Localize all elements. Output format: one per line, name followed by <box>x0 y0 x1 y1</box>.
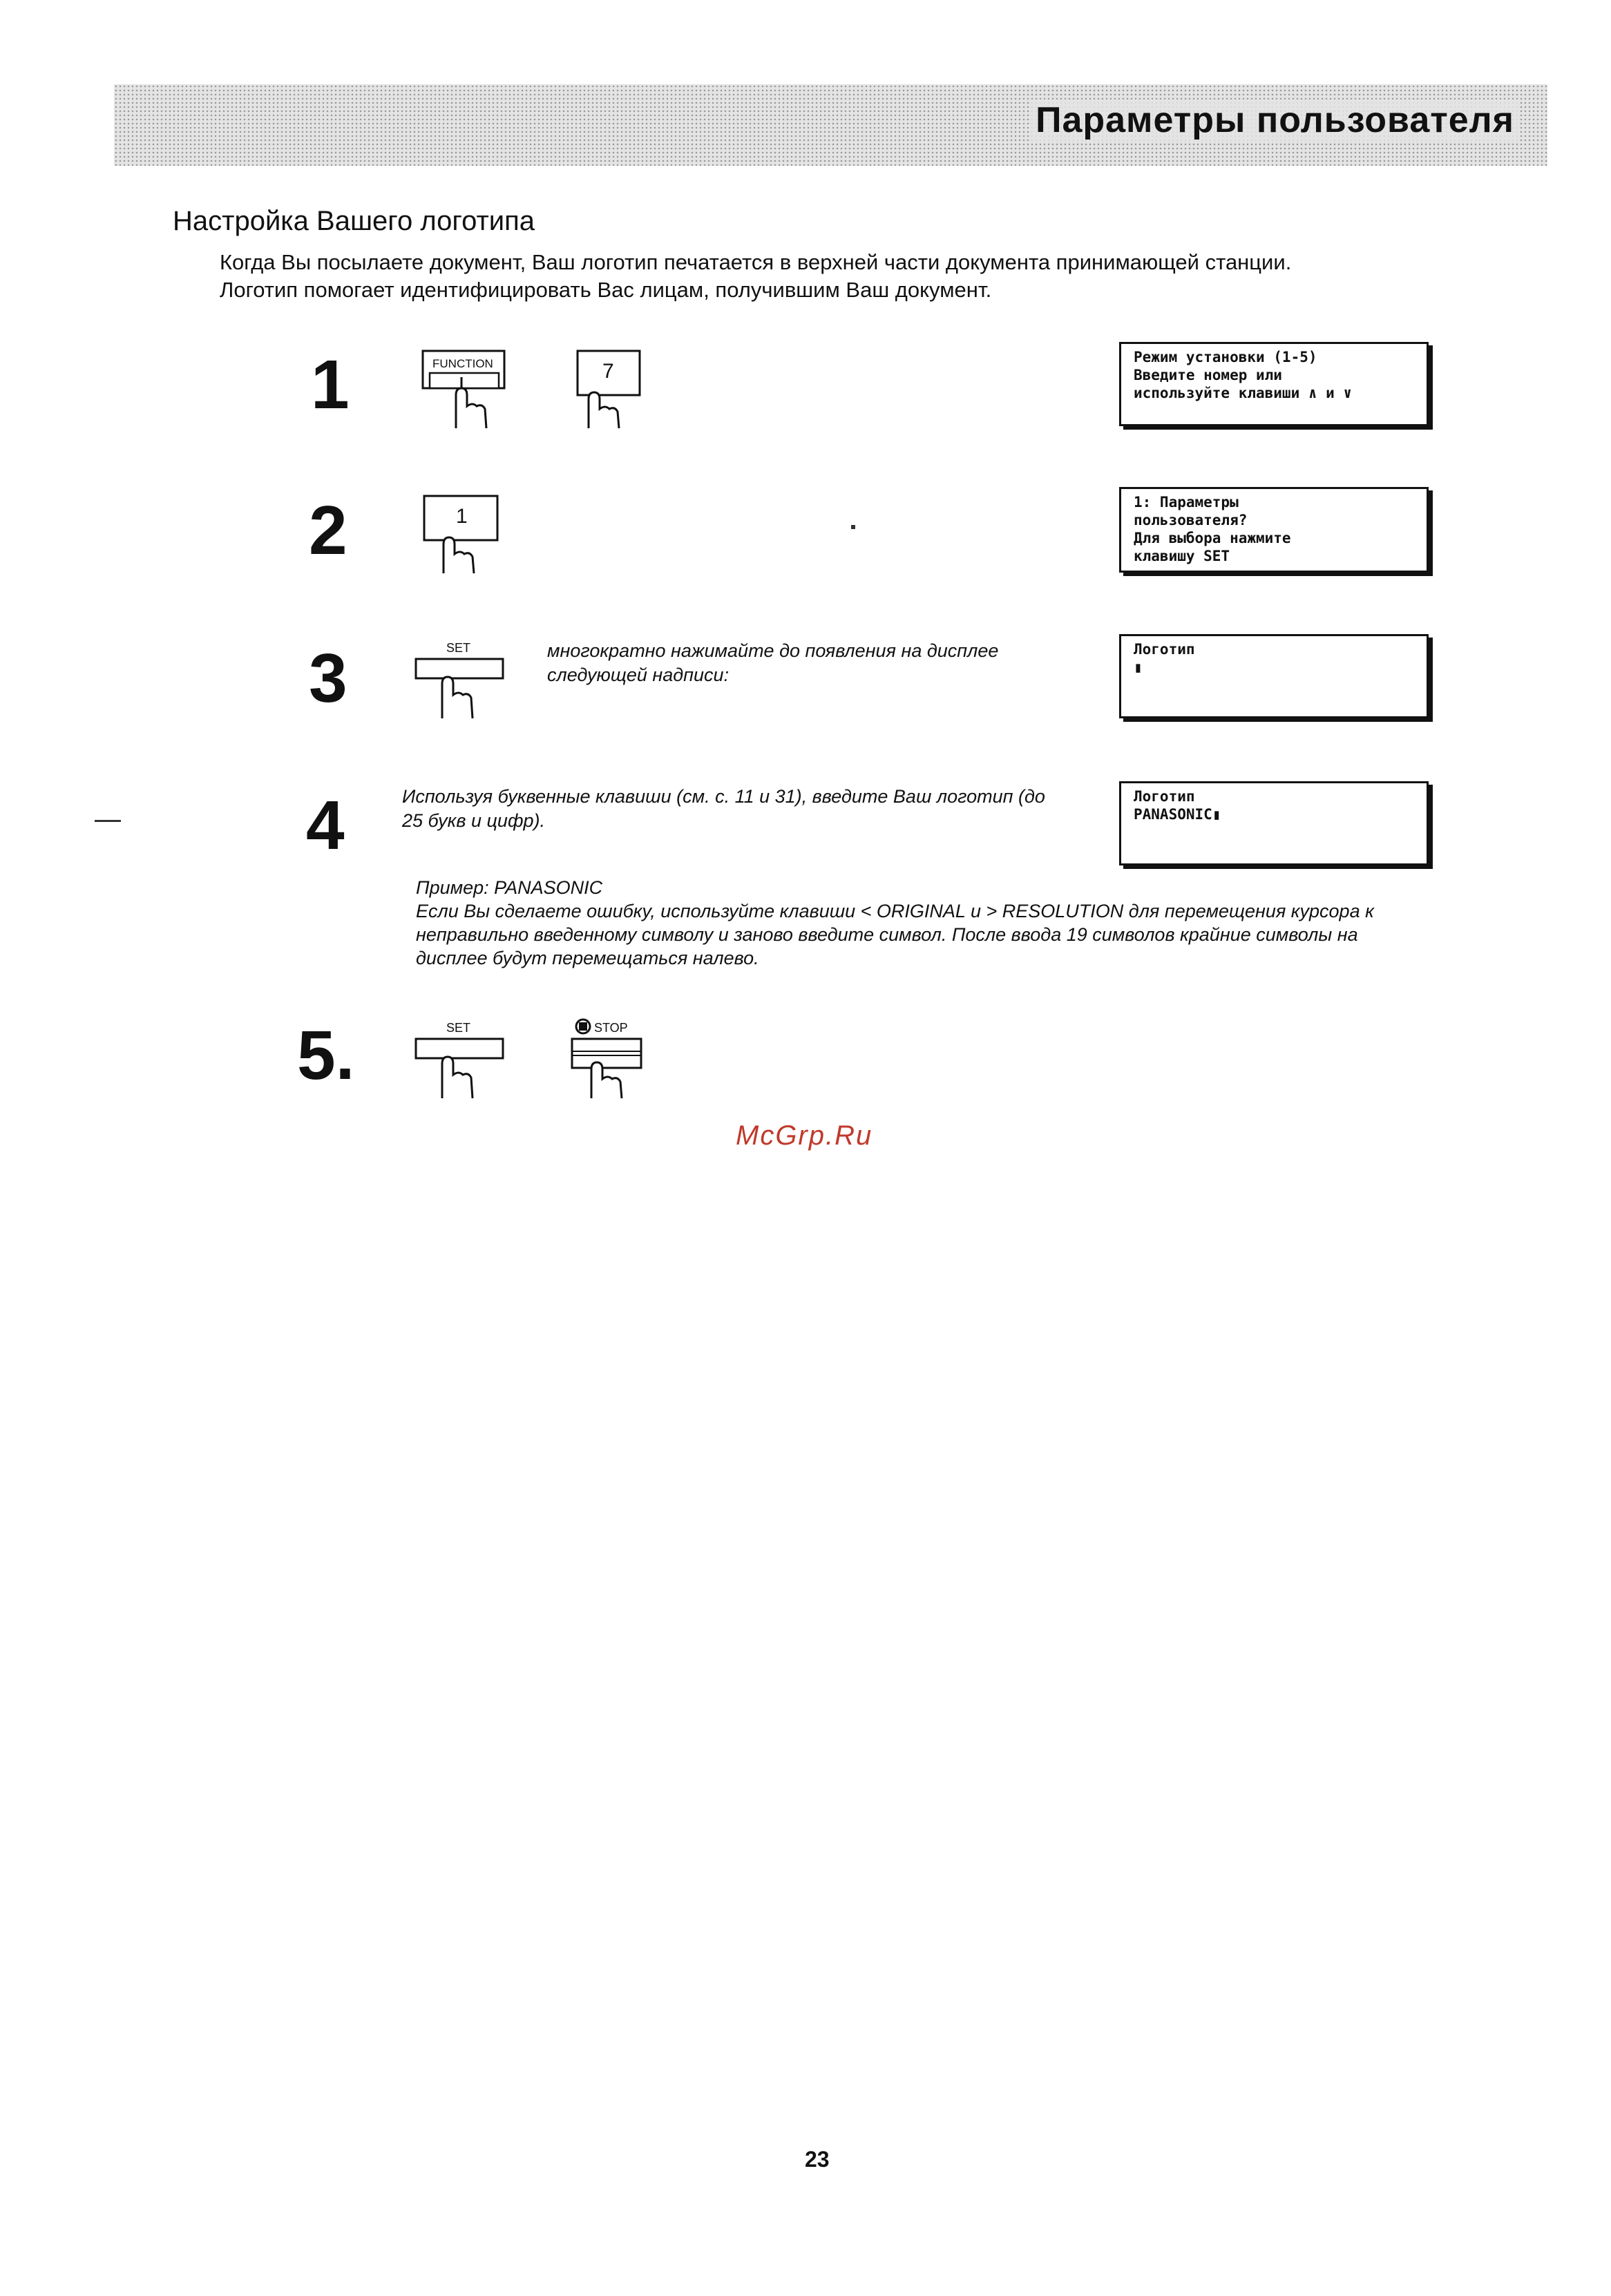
lcd-line: Для выбора нажмите <box>1134 530 1291 546</box>
lcd-line: Логотип <box>1134 641 1195 658</box>
lcd-line: PANASONIC▮ <box>1134 806 1221 823</box>
seven-key-label: 7 <box>602 360 614 383</box>
step-4-number: 4 <box>306 787 345 864</box>
one-key-icon <box>420 492 503 575</box>
lcd-line: 1: Параметры <box>1134 494 1239 510</box>
step-4-note <box>402 785 1045 833</box>
scan-speck <box>851 525 855 529</box>
lcd-line: Логотип <box>1134 788 1195 805</box>
lcd-line: клавишу SET <box>1134 548 1230 564</box>
note-line: Используя буквенные клавиши (см. с. 11 и 31), введите Ваш логотип (до <box>402 786 1045 807</box>
note-line: многократно нажимайте до появления на дисплее <box>547 640 999 661</box>
one-key-label: 1 <box>456 505 468 528</box>
step-3-number: 3 <box>309 640 347 717</box>
lcd-line: используйте клавиши ∧ и ∨ <box>1134 385 1353 401</box>
lcd-display-step-3 <box>1119 634 1429 718</box>
example-block <box>416 876 1494 970</box>
page-title: Параметры пользователя <box>1031 99 1518 141</box>
lcd-display-step-2 <box>1119 487 1429 573</box>
lcd-cursor: ▮ <box>1134 659 1143 676</box>
intro-line-1: Когда Вы посылаете документ, Ваш логотип печатается в верхней части документа принимающей станции. <box>220 250 1292 274</box>
page-number: 23 <box>805 2147 830 2172</box>
note-line: 25 букв и цифр). <box>402 810 546 831</box>
set-key-label: SET <box>446 1021 471 1035</box>
scan-speck <box>95 820 121 822</box>
example-line-2: неправильно введенному символу и заново введите символ. После ввода 19 символов крайние символы на <box>416 924 1358 945</box>
function-key-icon <box>420 347 510 430</box>
step-3-note <box>547 639 998 687</box>
example-line-1: Если Вы сделаете ошибку, используйте клавиши < ORIGINAL и > RESOLUTION для перемещения курсора к <box>416 901 1374 921</box>
section-title: Настройка Вашего логотипа <box>173 206 535 236</box>
step-2-number: 2 <box>309 492 347 569</box>
header-band <box>114 84 1547 166</box>
watermark: McGrp.Ru <box>736 1120 873 1151</box>
set-key-icon <box>413 637 510 720</box>
example-line-3: дисплее будут перемещаться налево. <box>416 948 759 968</box>
lcd-display-step-4 <box>1119 781 1429 865</box>
intro-line-2: Логотип помогает идентифицировать Вас лицам, получившим Ваш документ. <box>220 278 992 302</box>
stop-key-icon <box>568 1017 658 1100</box>
step-5-number: 5. <box>297 1017 355 1094</box>
function-key-label: FUNCTION <box>432 357 493 370</box>
example-label: Пример: PANASONIC <box>416 877 603 898</box>
set-key-icon <box>413 1017 510 1100</box>
stop-key-label: STOP <box>594 1021 628 1035</box>
step-1-number: 1 <box>311 346 350 423</box>
lcd-line: Введите номер или <box>1134 367 1282 383</box>
lcd-line: пользователя? <box>1134 512 1248 528</box>
intro-text <box>220 249 1546 304</box>
set-key-label: SET <box>446 641 471 655</box>
lcd-line: Режим установки (1-5) <box>1134 349 1317 365</box>
seven-key-icon <box>573 347 649 430</box>
note-line: следующей надписи: <box>547 664 730 685</box>
lcd-display-step-1 <box>1119 342 1429 426</box>
